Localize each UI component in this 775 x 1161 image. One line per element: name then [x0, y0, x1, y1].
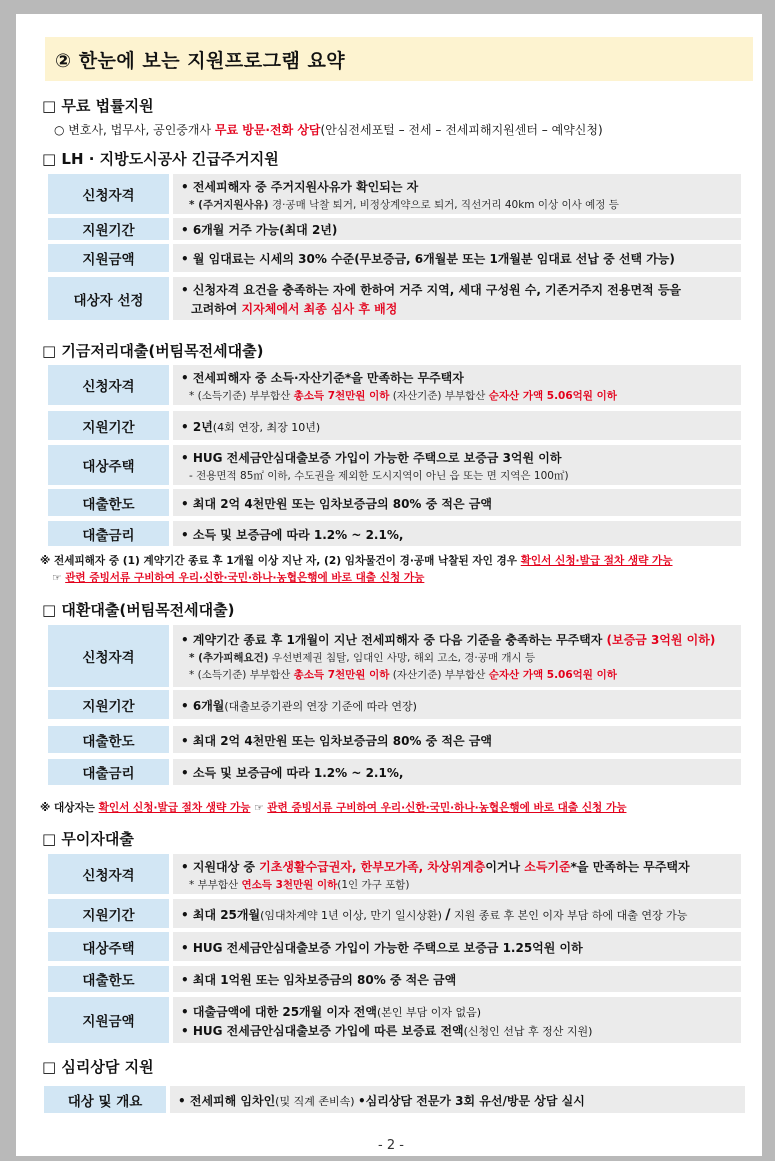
row-content: • 6개월(대출보증기관의 연장 기준에 따라 연장) — [173, 690, 741, 719]
row-label: 지원기간 — [48, 899, 169, 928]
row-label: 신청자격 — [48, 854, 169, 894]
row-label: 대출금리 — [48, 759, 169, 785]
row-label: 지원기간 — [48, 218, 169, 240]
row-label: 대상주택 — [48, 932, 169, 961]
row-label: 대출금리 — [48, 521, 169, 546]
row-label: 대출한도 — [48, 489, 169, 516]
row-content: • 2년(4회 연장, 최장 10년) — [173, 411, 741, 440]
section-heading-lh: □ LH · 지방도시공사 긴급주거지원 — [42, 150, 279, 168]
row-label: 신청자격 — [48, 625, 169, 687]
refinance-footnote: ※ 대상자는 확인서 신청·발급 절차 생략 가능 ☞ 관련 증빙서류 구비하여 우리·신한·국민·하나·농협은행에 바로 대출 신청 가능 — [40, 802, 627, 814]
fund-footnote-2: ☞ 관련 증빙서류 구비하여 우리·신한·국민·하나·농협은행에 바로 대출 신청 가능 — [52, 572, 425, 584]
row-content: • HUG 전세금안심대출보증 가입이 가능한 주택으로 보증금 3억원 이하 - 전용면적 85㎡ 이하, 수도권을 제외한 도시지역이 아닌 읍 또는 면 지역은 100㎡) — [173, 445, 741, 485]
row-label: 대출한도 — [48, 966, 169, 992]
row-label: 대상자 선정 — [48, 277, 169, 320]
page-number: - 2 - — [378, 1138, 404, 1153]
row-label: 신청자격 — [48, 174, 169, 214]
row-content: • 지원대상 중 기초생활수급권자, 한부모가족, 차상위계층이거나 소득기준*을 만족하는 무주택자 * 부부합산 연소득 3천만원 이하(1인 가구 포함) — [173, 854, 741, 894]
legal-description: ○ 변호사, 법무사, 공인중개사 무료 방문·전화 상담(안심전세포털 – 전세 – 전세피해지원센터 – 예약신청) — [54, 123, 603, 137]
row-content: • 전세피해자 중 주거지원사유가 확인되는 자 * (주거지원사유) 경·공매 낙찰 퇴거, 비정상계약으로 퇴거, 직선거리 40km 이상 이사 예정 등 — [173, 174, 741, 214]
row-content: • 신청자격 요건을 충족하는 자에 한하여 거주 지역, 세대 구성원 수, 기존거주지 전용면적 등을 고려하여 지자체에서 최종 심사 후 배정 — [173, 277, 741, 320]
row-content: • 소득 및 보증금에 따라 1.2% ~ 2.1%, — [173, 521, 741, 546]
row-label: 신청자격 — [48, 365, 169, 405]
row-content: • 소득 및 보증금에 따라 1.2% ~ 2.1%, — [173, 759, 741, 785]
row-label: 대상주택 — [48, 445, 169, 485]
row-content: • 월 임대료는 시세의 30% 수준(무보증금, 6개월분 또는 1개월분 임대료 선납 중 선택 가능) — [173, 244, 741, 272]
row-label: 지원기간 — [48, 690, 169, 719]
row-content: • 전세피해자 중 소득·자산기준*을 만족하는 무주택자 * (소득기준) 부부합산 총소득 7천만원 이하 (자산기준) 부부합산 순자산 가액 5.06억원 이하 — [173, 365, 741, 405]
section-heading-counseling: □ 심리상담 지원 — [42, 1058, 154, 1076]
row-content: • 전세피해 임차인(및 직계 존비속) •심리상담 전문가 3회 유선/방문 상담 실시 — [170, 1086, 745, 1113]
section-heading-refinance: □ 대환대출(버팀목전세대출) — [42, 601, 235, 619]
row-label: 지원금액 — [48, 997, 169, 1043]
row-label: 지원기간 — [48, 411, 169, 440]
row-content: • 6개월 거주 가능(최대 2년) — [173, 218, 741, 240]
row-content: • 최대 2억 4천만원 또는 임차보증금의 80% 중 적은 금액 — [173, 726, 741, 753]
page-title: ② 한눈에 보는 지원프로그램 요약 — [55, 50, 346, 72]
section-heading-no-interest: □ 무이자대출 — [42, 830, 134, 848]
fund-footnote-1: ※ 전세피해자 중 (1) 계약기간 종료 후 1개월 이상 지난 자, (2) 임차물건이 경·공매 낙찰된 자인 경우 확인서 신청·발급 절차 생략 가능 — [40, 555, 673, 567]
row-label: 대상 및 개요 — [44, 1086, 166, 1113]
row-label: 대출한도 — [48, 726, 169, 753]
section-heading-fund: □ 기금저리대출(버팀목전세대출) — [42, 342, 264, 360]
title-banner — [45, 37, 753, 81]
row-content: • 계약기간 종료 후 1개월이 지난 전세피해자 중 다음 기준을 충족하는 무주택자 (보증금 3억원 이하) * (추가피해요건) 우선변제권 침탈, 임대인 사망, 해외 고소, 경·공매 개시 등 * (소득기준) 부부합산 총소득 7천만원 이하 (자산기준) 부부합산 순자산 가액 5.06억원 이하 — [173, 625, 741, 687]
row-content: • 최대 1억원 또는 임차보증금의 80% 중 적은 금액 — [173, 966, 741, 992]
row-content: • 최대 25개월(임대차계약 1년 이상, 만기 일시상환) / 지원 종료 후 본인 이자 부담 하에 대출 연장 가능 — [173, 899, 741, 928]
row-content: • 대출금액에 대한 25개월 이자 전액(본인 부담 이자 없음) • HUG 전세금안심대출보증 가입에 따른 보증료 전액(신청인 선납 후 정산 지원) — [173, 997, 741, 1043]
section-heading-legal: □ 무료 법률지원 — [42, 97, 154, 115]
row-content: • HUG 전세금안심대출보증 가입이 가능한 주택으로 보증금 1.25억원 이하 — [173, 932, 741, 961]
row-content: • 최대 2억 4천만원 또는 임차보증금의 80% 중 적은 금액 — [173, 489, 741, 516]
row-label: 지원금액 — [48, 244, 169, 272]
